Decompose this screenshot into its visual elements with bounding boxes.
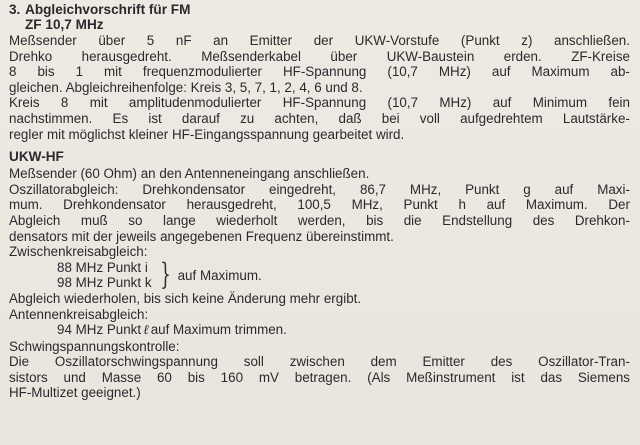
ukw-heading: UKW-HF xyxy=(9,149,64,165)
zk-result: auf Maximum. xyxy=(177,267,262,283)
text-line: Drehko herausgedreht. Meßsenderkabel über UKW-Baustein erden. ZF-Kreise xyxy=(9,48,630,64)
section-subtitle: ZF 10,7 MHz xyxy=(25,17,104,32)
brace-icon: } xyxy=(159,257,171,293)
text-line: Die Oszillatorschwingspannung soll zwischen dem Emitter des Oszillator-Tran- xyxy=(9,354,630,370)
ak-result: auf Maximum trimmen. xyxy=(150,322,287,338)
sk-label: Schwingspannungskontrolle: xyxy=(9,338,180,354)
zf-instructions xyxy=(9,33,630,142)
text-line: mum. Drehkondensator herausgedreht, 100,5 MHz, Punkt h auf Maximum. Der xyxy=(9,197,630,213)
ak-label: Antennenkreisabgleich: xyxy=(9,306,149,322)
ak-point: ℓ xyxy=(143,323,149,339)
text-line: 8 bis 1 mit frequenzmodulierter HF-Spannung (10,7 MHz) auf Maximum ab- xyxy=(9,64,630,80)
ak-freq: 94 MHz Punkt xyxy=(57,322,142,338)
section-title: Abgleichvorschrift für FM xyxy=(25,2,191,17)
text-line: Meßsender über 5 nF an Emitter der UKW-Vorstufe (Punkt z) anschließen. xyxy=(9,33,630,48)
ukw-instructions xyxy=(9,166,630,401)
zk-points xyxy=(9,257,630,293)
text-line: Abgleich muß so lange wiederholt werden, bis die Endstellung des Drehkon- xyxy=(9,212,630,228)
text-line: regler mit möglichst kleiner HF-Eingangsspannung gearbeitet wird. xyxy=(9,126,405,142)
text-line: Kreis 8 mit amplitudenmodulierter HF-Spannung (10,7 MHz) auf Minimum fein xyxy=(9,95,630,111)
ak-line xyxy=(9,322,630,339)
text-line: HF-Multizet geeignet.) xyxy=(9,385,141,401)
section-heading xyxy=(9,2,630,17)
text-line: sistors und Masse 60 bis 160 mV betragen. (Als Meßinstrument ist das Siemens xyxy=(9,369,630,385)
text-line: Abgleich wiederholen, bis sich keine Änderung mehr ergibt. xyxy=(9,290,362,306)
text-line: Oszillatorabgleich: Drehkondensator eingedreht, 86,7 MHz, Punkt g auf Maxi- xyxy=(9,181,630,197)
section-number: 3. xyxy=(9,2,21,17)
text-line: densators mit der jeweils angegebenen Frequenz übereinstimmt. xyxy=(9,228,394,244)
text-line: gleichen. Abgleichreihenfolge: Kreis 3, 5, 7, 1, 2, 4, 6 und 8. xyxy=(9,79,363,95)
zk-point-k: 98 MHz Punkt k xyxy=(57,275,152,291)
zk-label: Zwischenkreisabgleich: xyxy=(9,244,148,260)
zk-point-i: 88 MHz Punkt i xyxy=(57,259,148,275)
text-line: nachstimmen. Es ist darauf zu achten, daß bei voll aufgedrehtem Lautstärke- xyxy=(9,110,630,126)
text-line: Meßsender (60 Ohm) an den Antenneneingang anschließen. xyxy=(9,166,370,182)
